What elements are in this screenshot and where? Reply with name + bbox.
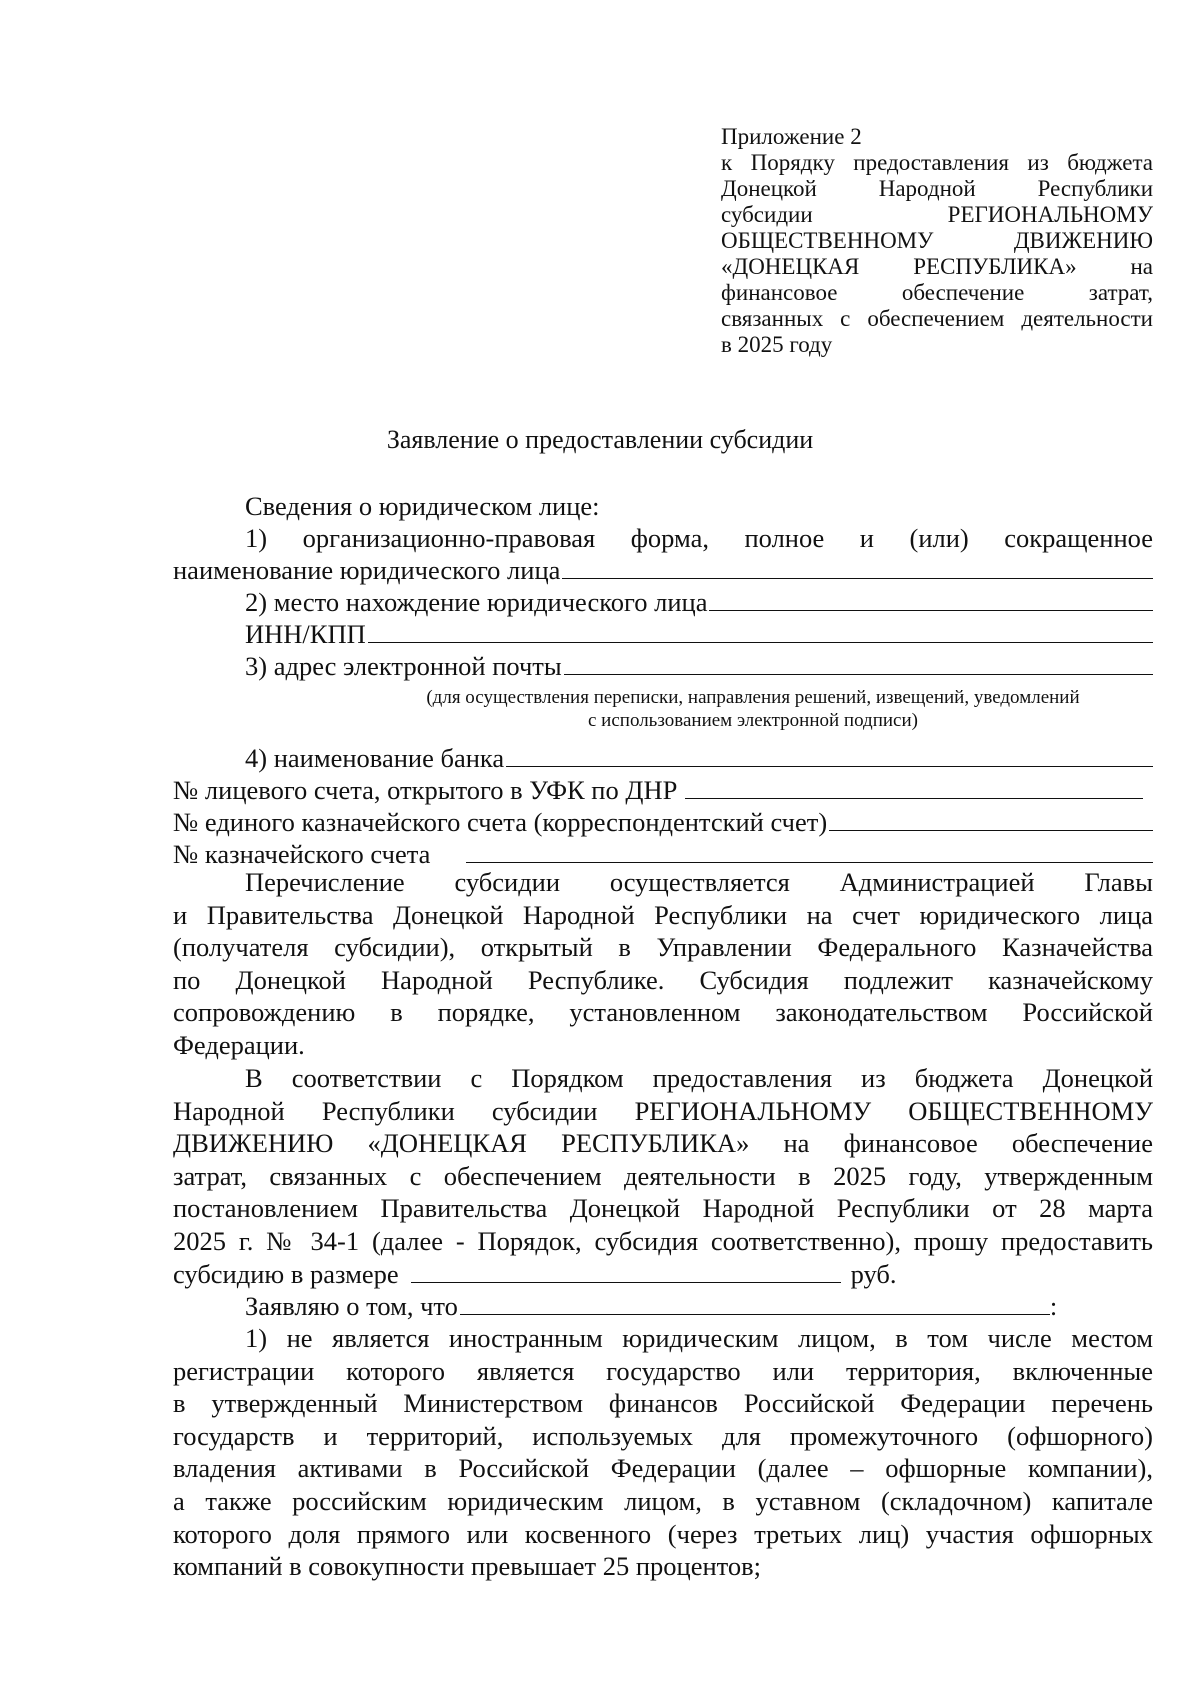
inn-kpp-field[interactable] [368, 620, 1153, 643]
paragraph-line: и Правительства Донецкой Народной Республики на счет юридического лица [173, 899, 1153, 930]
email-label: 3) адрес электронной почты [245, 651, 562, 681]
annex-line: ОБЩЕСТВЕННОМУ ДВИЖЕНИЮ [721, 228, 1153, 253]
treasury-account-field[interactable] [466, 840, 1153, 863]
location-row [245, 586, 1153, 618]
paragraph-line: сопровождению в порядке, установленном законодательством Российской [173, 997, 1153, 1028]
amount-currency: руб. [850, 1259, 897, 1289]
annex-line: в 2025 году [721, 332, 833, 357]
bank-label: 4) наименование банка [245, 743, 505, 773]
offshore-paragraph [173, 1322, 1153, 1583]
annex-line: финансовое обеспечение затрат, [721, 280, 1153, 305]
paragraph-line: 2025 г. № 34-1 (далее - Порядок, субсидия соответственно), прошу предоставить [173, 1225, 1153, 1256]
paragraph-line: Перечисление субсидии осуществляется Администрацией Главы [245, 867, 1153, 897]
single-treasury-account-field[interactable] [829, 808, 1153, 831]
email-field[interactable] [564, 652, 1153, 675]
annex-line: к Порядку предоставления из бюджета [721, 150, 1153, 175]
paragraph-line: а также российским юридическим лицом, в уставном (складочном) капитале [173, 1485, 1153, 1516]
paragraph-line: Народной Республики субсидии РЕГИОНАЛЬНОМУ ОБЩЕСТВЕННОМУ [173, 1095, 1153, 1126]
legal-name-label: наименование юридического лица [173, 555, 561, 585]
single-treasury-account-row [173, 806, 1153, 838]
paragraph-line: по Донецкой Народной Республике. Субсидия подлежит казначейскому [173, 964, 1153, 995]
email-note-line: (для осуществления переписки, направления решений, извещений, уведомлений [426, 687, 1080, 708]
paragraph-line: 1) не является иностранным юридическим лицом, в том числе местом [245, 1323, 1153, 1353]
bank-field[interactable] [506, 744, 1153, 767]
annex-line: «ДОНЕЦКАЯ РЕСПУБЛИКА» на [721, 254, 1153, 279]
paragraph-line: которого доля прямого или косвенного (через третьих лиц) участия офшорных [173, 1518, 1153, 1549]
annex-header [721, 124, 1153, 358]
paragraph-line: в утвержденный Министерством финансов Российской Федерации перечень [173, 1388, 1153, 1419]
email-row [245, 650, 1153, 682]
paragraph-line: затрат, связанных с обеспечением деятельности в 2025 году, утвержденным [173, 1160, 1153, 1191]
bank-row [245, 742, 1153, 774]
personal-account-row [173, 774, 1153, 806]
location-label: 2) место нахождение юридического лица [245, 587, 708, 617]
transfer-paragraph [173, 866, 1153, 1062]
amount-field[interactable] [411, 1260, 841, 1283]
paragraph-line: владения активами в Российской Федерации (далее – офшорные компании), [173, 1453, 1153, 1484]
declaration-colon: : [1049, 1291, 1058, 1321]
annex-line: связанных с обеспечением деятельности [721, 306, 1153, 331]
paragraph-line: регистрации которого является государство или территория, включенные [173, 1355, 1153, 1386]
legal-name-row [173, 554, 1153, 586]
legal-form-label: 1) организационно-правовая форма, полное и (или) сокращенное [245, 523, 1153, 553]
treasury-account-label: № казначейского счета [173, 839, 431, 869]
legal-name-field[interactable] [562, 556, 1153, 579]
personal-account-field[interactable] [685, 776, 1143, 799]
paragraph-line: государств и территорий, используемых для промежуточного (офшорного) [173, 1420, 1153, 1451]
document-title: Заявление о предоставлении субсидии [386, 425, 814, 454]
annex-line: Донецкой Народной Республики [721, 176, 1153, 201]
inn-kpp-label: ИНН/КПП [245, 619, 366, 649]
amount-label: субсидию в размере [173, 1259, 399, 1289]
annex-line: субсидии РЕГИОНАЛЬНОМУ [721, 202, 1153, 227]
email-note [373, 686, 1133, 732]
single-treasury-account-label: № единого казначейского счета (корреспондентский счет) [173, 807, 828, 837]
request-paragraph [173, 1062, 1153, 1258]
paragraph-line: (получателя субсидии), открытый в Управлении Федерального Казначейства [173, 932, 1153, 963]
declaration-field[interactable] [460, 1292, 1050, 1315]
amount-row [173, 1258, 1153, 1290]
paragraph-line: ДВИЖЕНИЮ «ДОНЕЦКАЯ РЕСПУБЛИКА» на финансовое обеспечение [173, 1128, 1153, 1159]
paragraph-line: постановлением Правительства Донецкой Народной Республики от 28 марта [173, 1193, 1153, 1224]
location-field[interactable] [709, 588, 1153, 611]
declaration-label: Заявляю о том, что [245, 1291, 458, 1321]
personal-account-label: № лицевого счета, открытого в УФК по ДНР [173, 775, 678, 805]
legal-entity-intro: Сведения о юридическом лице: [245, 491, 600, 521]
paragraph-line: Федерации. [173, 1029, 305, 1060]
annex-line: Приложение 2 [721, 124, 862, 149]
email-note-line: с использованием электронной подписи) [588, 710, 918, 731]
paragraph-line: компаний в совокупности превышает 25 процентов; [173, 1551, 761, 1582]
paragraph-line: В соответствии с Порядком предоставления из бюджета Донецкой [245, 1063, 1153, 1093]
inn-kpp-row [245, 618, 1153, 650]
declaration-row [245, 1290, 1153, 1322]
